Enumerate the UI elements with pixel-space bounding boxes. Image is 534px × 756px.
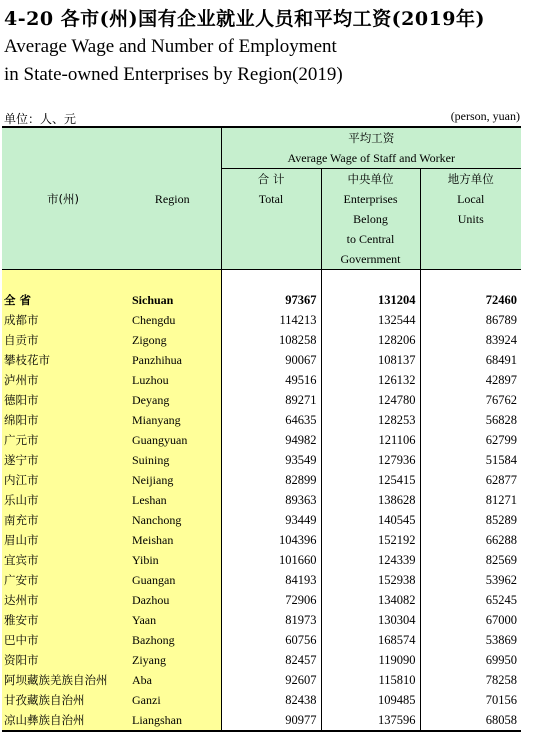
- region-name-cn: 眉山市: [2, 530, 124, 550]
- central-wage-cell: 140545: [321, 510, 420, 530]
- central-wage-cell: 137596: [321, 710, 420, 731]
- region-name-en: Ziyang: [124, 650, 221, 670]
- header-city-cn: 市(州): [2, 128, 124, 270]
- central-wage-cell: 152192: [321, 530, 420, 550]
- header-total-en: Total: [221, 189, 321, 209]
- local-wage-cell: 66288: [420, 530, 521, 550]
- total-wage-cell: 108258: [221, 330, 321, 350]
- total-wage-cell: 81973: [221, 610, 321, 630]
- header-region-en: Region: [124, 128, 221, 270]
- total-wage-cell: 82899: [221, 470, 321, 490]
- unit-label-en: (person, yuan): [450, 109, 520, 123]
- table-row: [2, 430, 521, 450]
- region-name-cn: 南充市: [2, 510, 124, 530]
- wage-table: [2, 128, 521, 732]
- total-wage-cell: 49516: [221, 370, 321, 390]
- table-row: [2, 490, 521, 510]
- table-row: [2, 450, 521, 470]
- local-wage-cell: 83924: [420, 330, 521, 350]
- table-title-en-line1: Average Wage and Number of Employment: [4, 36, 337, 57]
- unit-label-cn: 单位：人、元: [4, 112, 77, 126]
- central-wage-cell: 130304: [321, 610, 420, 630]
- header-central-en-4: Government: [321, 249, 420, 270]
- region-name-en: Guangyuan: [124, 430, 221, 450]
- local-wage-cell: 69950: [420, 650, 521, 670]
- total-wage-cell: 82457: [221, 650, 321, 670]
- table-row: [2, 330, 521, 350]
- local-wage-cell: 86789: [420, 310, 521, 330]
- region-name-en: Suining: [124, 450, 221, 470]
- local-wage-cell: 53869: [420, 630, 521, 650]
- table-row: [2, 370, 521, 390]
- central-wage-cell: 128253: [321, 410, 420, 430]
- central-wage-cell: 121106: [321, 430, 420, 450]
- local-wage-cell: 81271: [420, 490, 521, 510]
- region-name-en: Yibin: [124, 550, 221, 570]
- table-title-cn: 4-20 各市(州)国有企业就业人员和平均工资(2019年): [4, 8, 486, 30]
- region-name-en: Dazhou: [124, 590, 221, 610]
- local-wage-cell: 76762: [420, 390, 521, 410]
- region-name-cn: 全 省: [2, 290, 124, 310]
- region-name-en: Bazhong: [124, 630, 221, 650]
- total-wage-cell: 93449: [221, 510, 321, 530]
- region-name-cn: 乐山市: [2, 490, 124, 510]
- region-name-en: Chengdu: [124, 310, 221, 330]
- region-name-cn: 达州市: [2, 590, 124, 610]
- central-wage-cell: 138628: [321, 490, 420, 510]
- table-row: [2, 510, 521, 530]
- region-name-en: Zigong: [124, 330, 221, 350]
- table-row: [2, 550, 521, 570]
- total-wage-cell: 89363: [221, 490, 321, 510]
- local-wage-cell: 42897: [420, 370, 521, 390]
- table-row: [2, 590, 521, 610]
- table-row: [2, 690, 521, 710]
- region-name-en: Leshan: [124, 490, 221, 510]
- total-wage-cell: 72906: [221, 590, 321, 610]
- local-wage-cell: 53962: [420, 570, 521, 590]
- local-wage-cell: 51584: [420, 450, 521, 470]
- table-row: [2, 410, 521, 430]
- header-avg-wage-cn: 平均工资: [221, 128, 521, 148]
- table-row: [2, 710, 521, 731]
- header-central-en-2: Belong: [321, 209, 420, 229]
- total-wage-cell: 90977: [221, 710, 321, 731]
- total-wage-cell: 90067: [221, 350, 321, 370]
- region-name-en: Aba: [124, 670, 221, 690]
- local-wage-cell: 68491: [420, 350, 521, 370]
- total-wage-cell: 84193: [221, 570, 321, 590]
- region-name-cn: 德阳市: [2, 390, 124, 410]
- total-wage-cell: 82438: [221, 690, 321, 710]
- region-name-en: Nanchong: [124, 510, 221, 530]
- table-row: [2, 390, 521, 410]
- central-wage-cell: 152938: [321, 570, 420, 590]
- local-wage-cell: 56828: [420, 410, 521, 430]
- local-wage-cell: 65245: [420, 590, 521, 610]
- central-wage-cell: 168574: [321, 630, 420, 650]
- total-wage-cell: 93549: [221, 450, 321, 470]
- central-wage-cell: 127936: [321, 450, 420, 470]
- total-wage-cell: 89271: [221, 390, 321, 410]
- region-name-cn: 宜宾市: [2, 550, 124, 570]
- region-name-cn: 绵阳市: [2, 410, 124, 430]
- region-name-en: Liangshan: [124, 710, 221, 731]
- region-name-en: Guangan: [124, 570, 221, 590]
- central-wage-cell: 131204: [321, 290, 420, 310]
- region-name-en: Ganzi: [124, 690, 221, 710]
- region-name-en: Deyang: [124, 390, 221, 410]
- region-name-cn: 广元市: [2, 430, 124, 450]
- central-wage-cell: 109485: [321, 690, 420, 710]
- central-wage-cell: 134082: [321, 590, 420, 610]
- central-wage-cell: 126132: [321, 370, 420, 390]
- total-wage-cell: 104396: [221, 530, 321, 550]
- table-row: [2, 350, 521, 370]
- local-wage-cell: 82569: [420, 550, 521, 570]
- total-wage-cell: 101660: [221, 550, 321, 570]
- central-wage-cell: 124339: [321, 550, 420, 570]
- local-wage-cell: 72460: [420, 290, 521, 310]
- total-wage-cell: 92607: [221, 670, 321, 690]
- total-wage-cell: 94982: [221, 430, 321, 450]
- local-wage-cell: 85289: [420, 510, 521, 530]
- central-wage-cell: 108137: [321, 350, 420, 370]
- header-total-cn: 合 计: [221, 169, 321, 190]
- header-local-en-2: Units: [420, 209, 521, 229]
- region-name-cn: 遂宁市: [2, 450, 124, 470]
- table-row: [2, 650, 521, 670]
- region-name-cn: 雅安市: [2, 610, 124, 630]
- region-name-en: Panzhihua: [124, 350, 221, 370]
- table-row: [2, 290, 521, 310]
- table-row: [2, 570, 521, 590]
- region-name-en: Luzhou: [124, 370, 221, 390]
- local-wage-cell: 70156: [420, 690, 521, 710]
- local-wage-cell: 62877: [420, 470, 521, 490]
- local-wage-cell: 68058: [420, 710, 521, 731]
- central-wage-cell: 128206: [321, 330, 420, 350]
- region-name-en: Mianyang: [124, 410, 221, 430]
- local-wage-cell: 62799: [420, 430, 521, 450]
- total-wage-cell: 97367: [221, 290, 321, 310]
- region-name-cn: 巴中市: [2, 630, 124, 650]
- central-wage-cell: 125415: [321, 470, 420, 490]
- region-name-cn: 泸州市: [2, 370, 124, 390]
- region-name-cn: 攀枝花市: [2, 350, 124, 370]
- header-central-en-1: Enterprises: [321, 189, 420, 209]
- region-name-cn: 凉山彝族自治州: [2, 710, 124, 731]
- header-avg-wage-en: Average Wage of Staff and Worker: [221, 148, 521, 169]
- region-name-cn: 阿坝藏族羌族自治州: [2, 670, 124, 690]
- central-wage-cell: 124780: [321, 390, 420, 410]
- table-row: [2, 610, 521, 630]
- local-wage-cell: 78258: [420, 670, 521, 690]
- header-local-en-1: Local: [420, 189, 521, 209]
- local-wage-cell: 67000: [420, 610, 521, 630]
- region-name-en: Yaan: [124, 610, 221, 630]
- header-local-cn: 地方单位: [420, 169, 521, 190]
- total-wage-cell: 64635: [221, 410, 321, 430]
- region-name-en: Sichuan: [124, 290, 221, 310]
- table-row: [2, 630, 521, 650]
- table-row: [2, 670, 521, 690]
- region-name-cn: 广安市: [2, 570, 124, 590]
- table-row: [2, 470, 521, 490]
- region-name-cn: 资阳市: [2, 650, 124, 670]
- table-row: [2, 310, 521, 330]
- region-name-en: Neijiang: [124, 470, 221, 490]
- header-central-en-3: to Central: [321, 229, 420, 249]
- central-wage-cell: 132544: [321, 310, 420, 330]
- region-name-cn: 甘孜藏族自治州: [2, 690, 124, 710]
- total-wage-cell: 60756: [221, 630, 321, 650]
- region-name-cn: 成都市: [2, 310, 124, 330]
- region-name-cn: 自贡市: [2, 330, 124, 350]
- region-name-en: Meishan: [124, 530, 221, 550]
- table-title-en-line2: in State-owned Enterprises by Region(2019): [4, 64, 343, 85]
- total-wage-cell: 114213: [221, 310, 321, 330]
- table-row: [2, 530, 521, 550]
- region-name-cn: 内江市: [2, 470, 124, 490]
- header-central-cn: 中央单位: [321, 169, 420, 190]
- central-wage-cell: 115810: [321, 670, 420, 690]
- central-wage-cell: 119090: [321, 650, 420, 670]
